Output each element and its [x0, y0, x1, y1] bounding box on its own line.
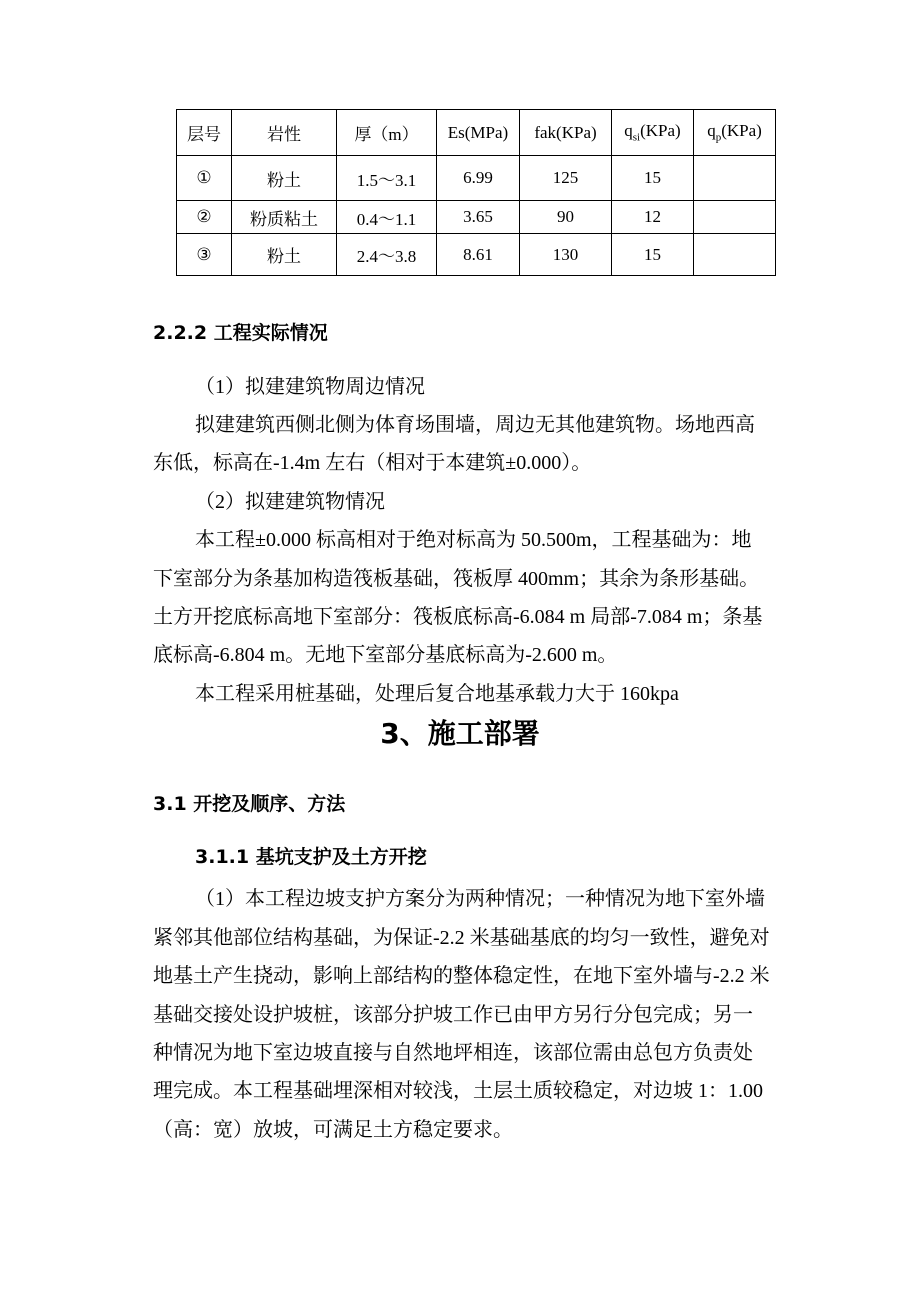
cell-es: 3.65 [437, 201, 520, 234]
item1-line2: 东低，标高在-1.4m 左右（相对于本建筑±0.000）。 [153, 452, 592, 474]
chapter-3-title: 3、施工部署 [380, 717, 540, 750]
cell-rock: 粉质粘土 [232, 201, 337, 234]
cell-rock: 粉土 [232, 234, 337, 276]
table-row [177, 201, 776, 234]
cell-es: 6.99 [437, 156, 520, 201]
paragraph-line: 种情况为地下室边坡直接与自然地坪相连，该部位需由总包方负责处 [153, 1042, 753, 1064]
cell-layer: ③ [177, 234, 232, 276]
cell-qsi: 15 [612, 156, 694, 201]
cell-qsi: 15 [612, 234, 694, 276]
paragraph-line: 地基土产生挠动，影响上部结构的整体稳定性，在地下室外墙与-2.2 米 [153, 965, 770, 987]
header-qsi [612, 110, 694, 156]
paragraph-line: （1）本工程边坡支护方案分为两种情况；一种情况为地下室外墙 [195, 888, 765, 910]
cell-layer: ① [177, 156, 232, 201]
header-qsi-sub: si [632, 131, 641, 144]
item3-line: 本工程采用桩基础，处理后复合地基承载力大于 160kpa [195, 683, 679, 705]
header-qp [694, 110, 776, 156]
section-311-heading: 3.1.1 基坑支护及土方开挖 [195, 846, 427, 868]
paragraph-line: 紧邻其他部位结构基础，为保证-2.2 米基础基底的均匀一致性，避免对 [153, 927, 770, 949]
item2-title: （2）拟建建筑物情况 [195, 491, 385, 513]
item1-title: （1）拟建建筑物周边情况 [195, 376, 425, 398]
header-rock: 岩性 [232, 110, 337, 156]
header-fak: fak(KPa) [520, 110, 612, 156]
cell-rock: 粉土 [232, 156, 337, 201]
cell-qp [694, 201, 776, 234]
table-header-row [177, 110, 776, 156]
cell-fak: 90 [520, 201, 612, 234]
header-qsi-main: q [624, 121, 633, 141]
paragraph-line: 基础交接处设护坡桩，该部分护坡工作已由甲方另行分包完成；另一 [153, 1004, 753, 1026]
item2-line3: 土方开挖底标高地下室部分：筏板底标高-6.084 m 局部-7.084 m；条基 [153, 606, 763, 628]
cell-thickness: 2.4～3.8 [337, 234, 437, 276]
header-qsi-unit: (KPa) [640, 121, 681, 141]
item2-line2: 下室部分为条基加构造筏板基础，筏板厚 400mm；其余为条形基础。 [153, 568, 760, 590]
item2-line4: 底标高-6.804 m。无地下室部分基底标高为-2.600 m。 [153, 644, 618, 666]
section-31-heading: 3.1 开挖及顺序、方法 [153, 793, 346, 815]
section-222-heading: 2.2.2 工程实际情况 [153, 322, 328, 344]
table-row [177, 234, 776, 276]
header-layer: 层号 [177, 110, 232, 156]
paragraph-line: （高：宽）放坡，可满足土方稳定要求。 [153, 1119, 513, 1141]
cell-qp [694, 234, 776, 276]
item2-line1: 本工程±0.000 标高相对于绝对标高为 50.500m，工程基础为：地 [195, 529, 752, 551]
soil-properties-table [176, 109, 776, 276]
cell-qsi: 12 [612, 201, 694, 234]
table-row [177, 156, 776, 201]
header-es: Es(MPa) [437, 110, 520, 156]
header-qp-main: q [707, 121, 716, 141]
header-thickness: 厚（m） [337, 110, 437, 156]
cell-layer: ② [177, 201, 232, 234]
item1-line1: 拟建建筑西侧北侧为体育场围墙，周边无其他建筑物。场地西高 [195, 414, 755, 436]
cell-thickness: 0.4～1.1 [337, 201, 437, 234]
cell-fak: 130 [520, 234, 612, 276]
cell-fak: 125 [520, 156, 612, 201]
header-qp-unit: (KPa) [721, 121, 762, 141]
header-qp-sub: p [715, 131, 722, 144]
cell-thickness: 1.5～3.1 [337, 156, 437, 201]
cell-qp [694, 156, 776, 201]
paragraph-line: 理完成。本工程基础埋深相对较浅，土层土质较稳定，对边坡 1：1.00 [153, 1080, 763, 1102]
cell-es: 8.61 [437, 234, 520, 276]
